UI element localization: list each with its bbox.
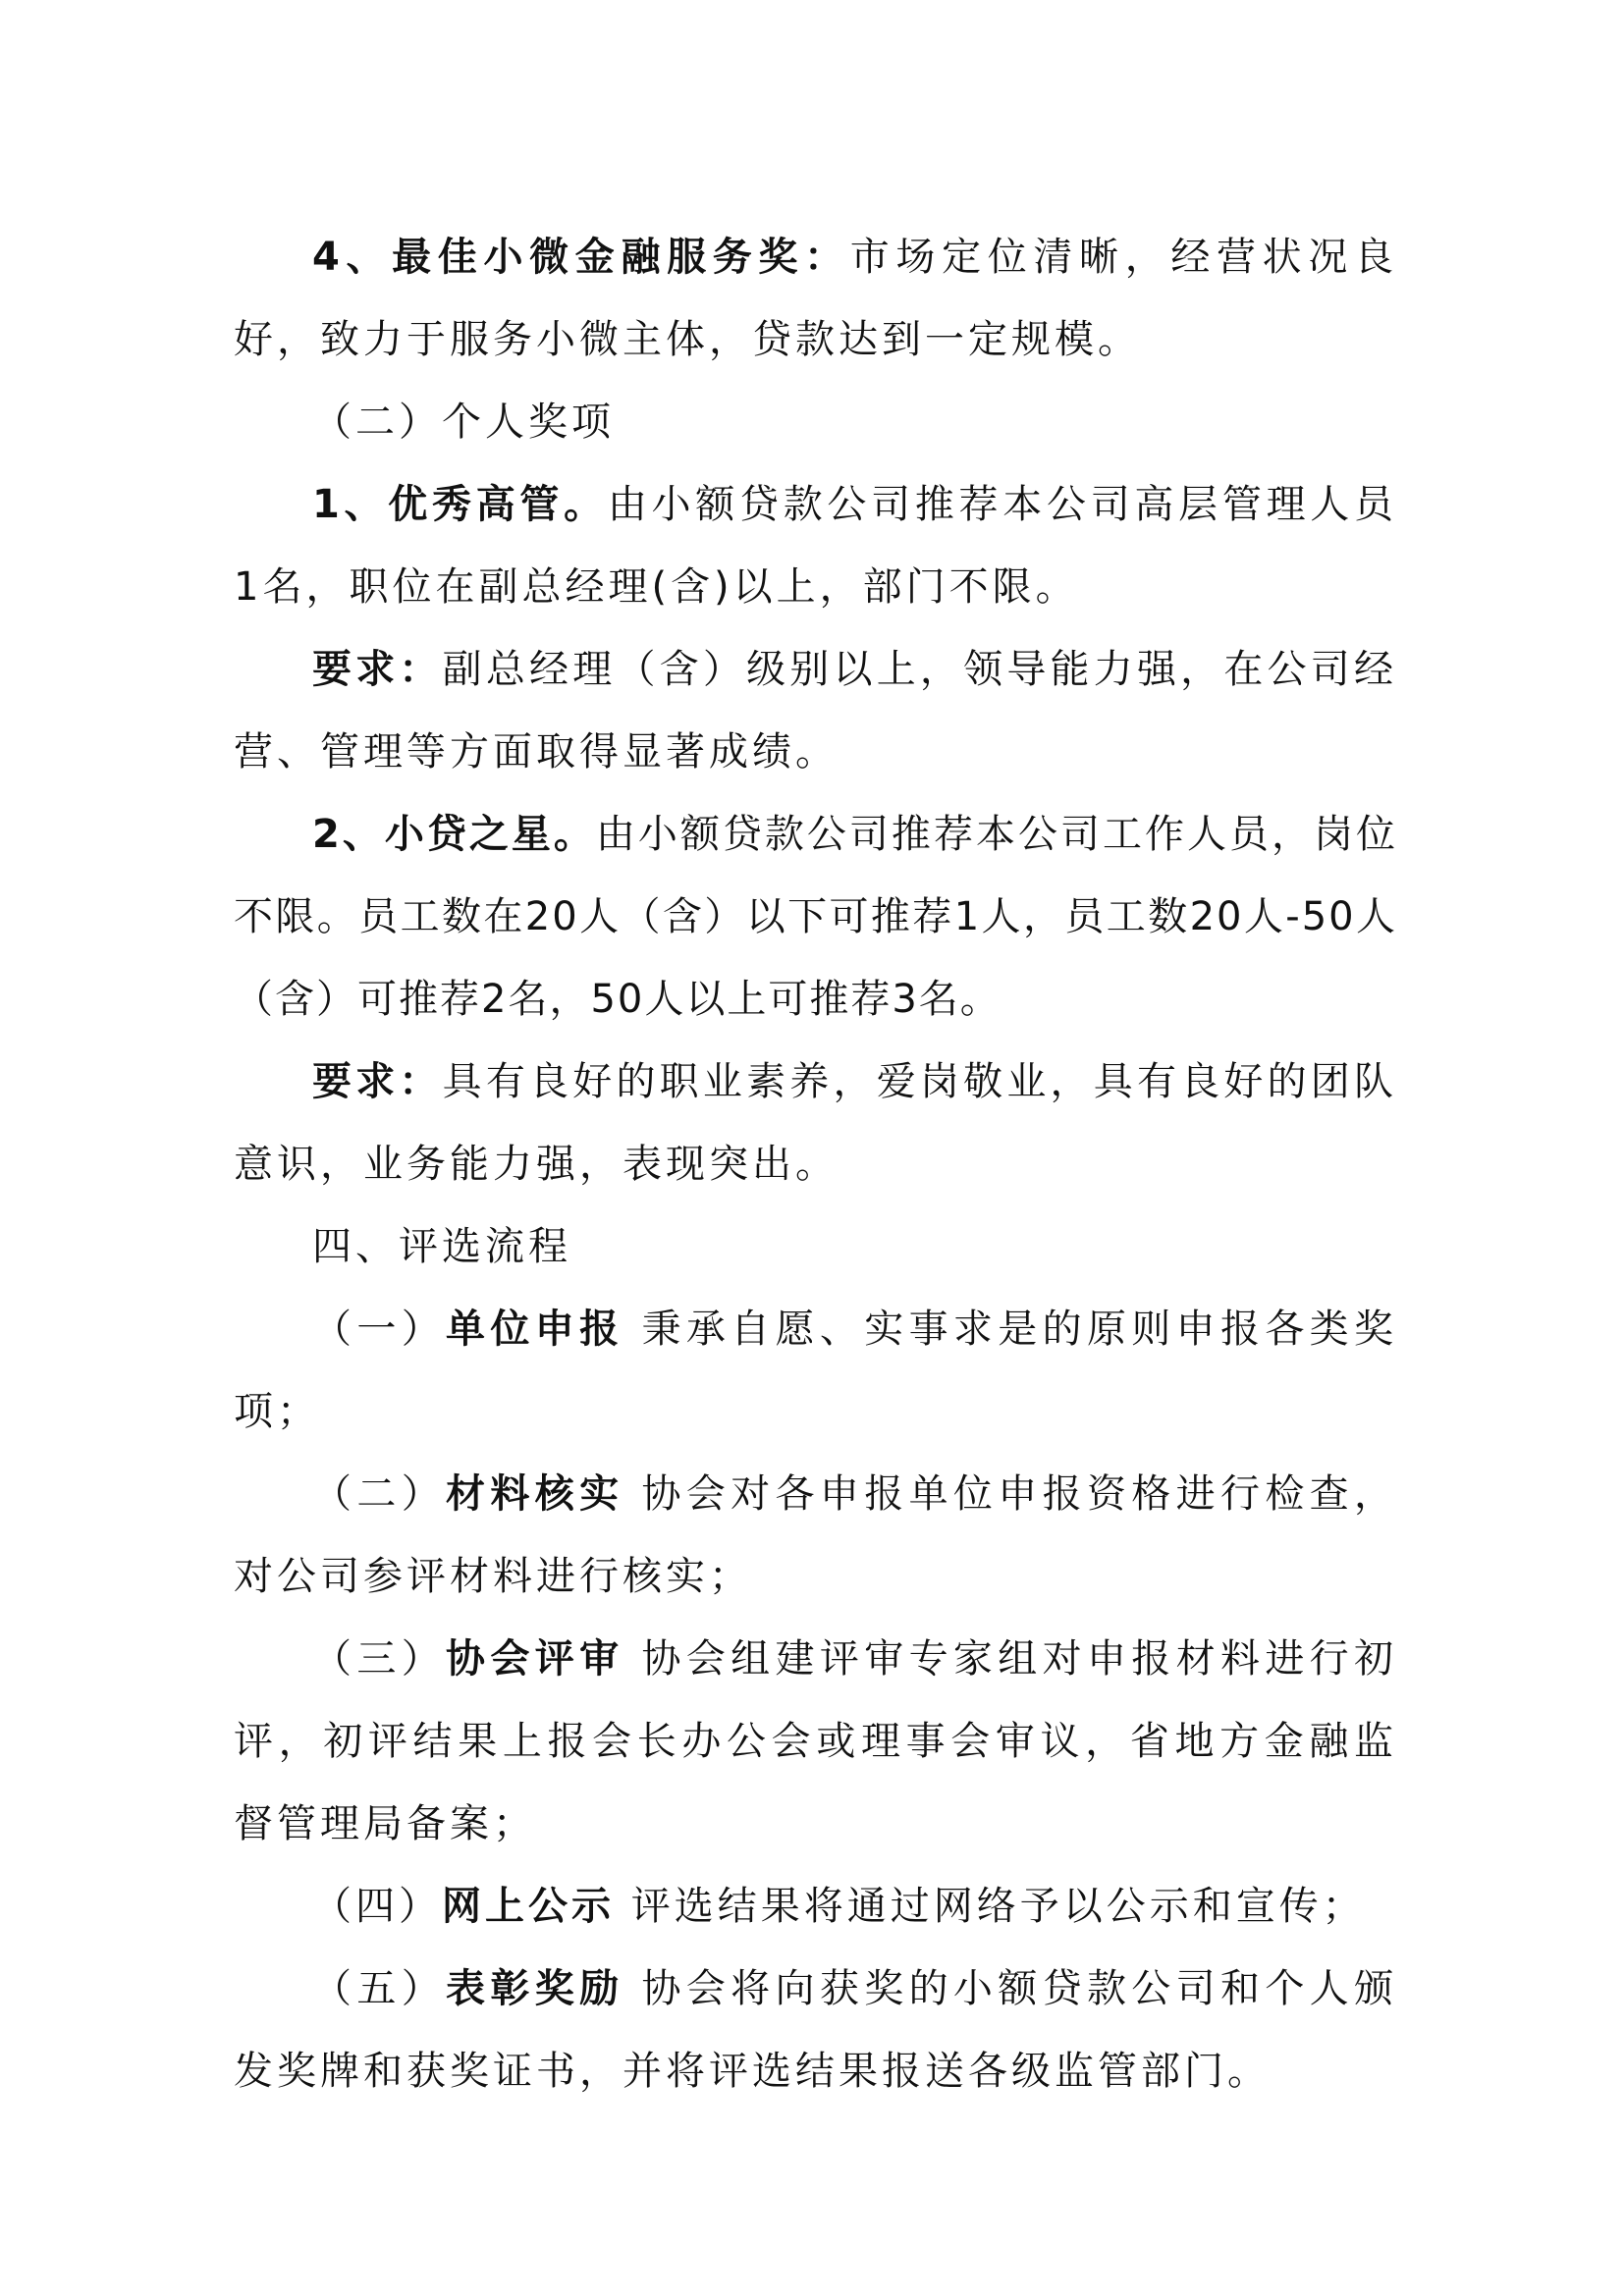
award-title: 4、最佳小微金融服务奖： <box>312 235 850 280</box>
paragraph-step-association-review <box>234 1618 1397 1865</box>
step-title: 单位申报 <box>446 1307 624 1352</box>
award-description: 市场定位清晰，经营状况良好，致力于服务小微主体，贷款达到一定规模。 <box>234 235 1397 362</box>
award-title: 2、小贷之星。 <box>312 812 596 857</box>
paragraph-micro-finance-award <box>234 216 1397 381</box>
paragraph-step-unit-application <box>234 1288 1397 1453</box>
step-description: 协会对各申报单位申报资格进行检查，对公司参评材料进行核实； <box>234 1471 1398 1599</box>
paragraph-executive-requirements <box>234 628 1397 793</box>
step-title: 表彰奖励 <box>446 1966 624 2011</box>
step-title: 协会评审 <box>446 1636 624 1682</box>
requirement-text: 具有良好的职业素养，爱岗敬业，具有良好的团队意识，业务能力强，表现突出。 <box>234 1059 1397 1187</box>
section-heading-selection-process: 四、评选流程 <box>312 1224 571 1269</box>
award-description: 由小额贷款公司推荐本公司高层管理人员1名，职位在副总经理(含)以上，部门不限。 <box>234 482 1397 610</box>
step-description: 评选结果将通过网络予以公示和宣传； <box>615 1884 1366 1929</box>
step-number: （二） <box>312 1471 447 1517</box>
requirement-text: 副总经理（含）级别以上，领导能力强，在公司经营、管理等方面取得显著成绩。 <box>234 647 1397 774</box>
award-title: 1、优秀高管。 <box>312 482 608 527</box>
step-number: （一） <box>312 1307 447 1352</box>
step-title: 材料核实 <box>446 1471 624 1517</box>
paragraph-step-commendation <box>234 1948 1397 2112</box>
award-description: 由小额贷款公司推荐本公司工作人员，岗位不限。员工数在20人（含）以下可推荐1人，员工数20人-50人（含）可推荐2名，50人以上可推荐3名。 <box>234 812 1398 1022</box>
paragraph-step-material-verification <box>234 1453 1397 1618</box>
document-body <box>234 216 1397 2112</box>
paragraph-excellent-executive <box>234 463 1397 628</box>
requirement-label: 要求： <box>312 1059 443 1104</box>
step-description: 协会组建评审专家组对申报材料进行初评，初评结果上报会长办公会或理事会审议，省地方金融监督管理局备案； <box>234 1636 1398 1846</box>
step-description: 协会将向获奖的小额贷款公司和个人颁发奖牌和获奖证书，并将评选结果报送各级监管部门。 <box>234 1966 1398 2094</box>
step-number: （三） <box>312 1636 447 1682</box>
step-title: 网上公示 <box>442 1884 615 1929</box>
paragraph-loan-star-requirements <box>234 1041 1397 1205</box>
step-description: 秉承自愿、实事求是的原则申报各类奖项； <box>234 1307 1398 1434</box>
section-heading-personal-awards: （二）个人奖项 <box>312 400 615 445</box>
paragraph-loan-star <box>234 793 1397 1041</box>
step-number: （四） <box>312 1884 442 1929</box>
requirement-label: 要求： <box>312 647 443 692</box>
paragraph-step-online-publicity <box>234 1865 1397 1948</box>
step-number: （五） <box>312 1966 447 2011</box>
